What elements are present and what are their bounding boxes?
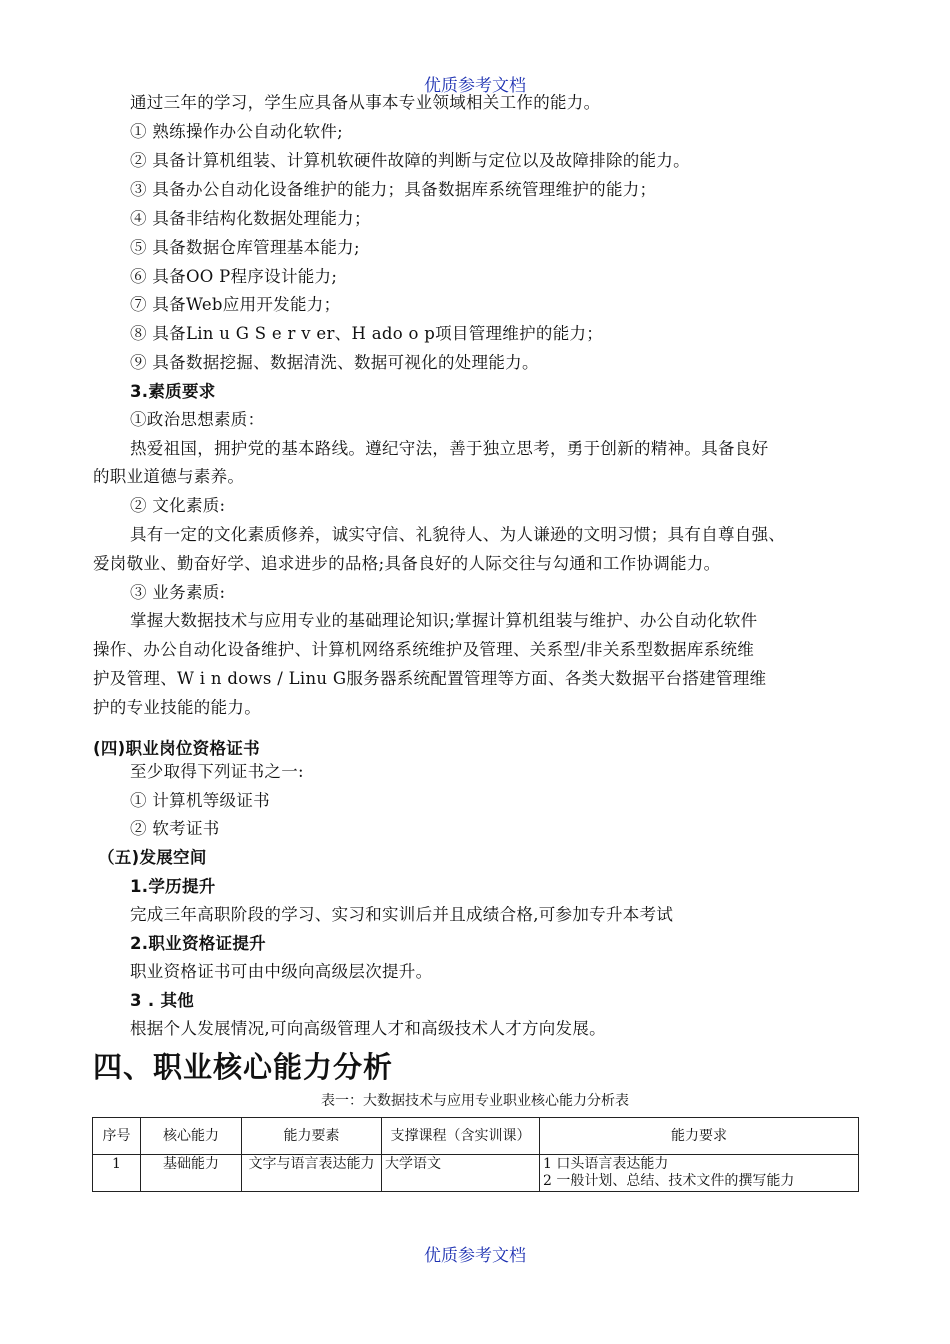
- subheading-certificates: (四)职业岗位资格证书: [93, 739, 260, 758]
- ability-item-3: ③ 具备办公自动化设备维护的能力；具备数据库系统管理维护的能力；: [130, 180, 657, 199]
- quality-culture-label: ② 文化素质:: [130, 496, 226, 515]
- table-row: [93, 1155, 859, 1192]
- col-header-element: 能力要素: [242, 1118, 382, 1155]
- requirement-1: 1 口头语言表达能力: [543, 1156, 669, 1172]
- quality-political-label: ①政治思想素质：: [130, 410, 265, 429]
- col-header-course: 支撑课程（含实训课）: [382, 1118, 540, 1155]
- paragraph-line: 热爱祖国，拥护党的基本路线。遵纪守法，善于独立思考，勇于创新的精神。具备良好: [130, 439, 769, 458]
- subheading-education: 1.学历提升: [130, 877, 216, 896]
- cell-element: 文字与语言表达能力: [242, 1155, 382, 1192]
- ability-table: [92, 1117, 859, 1192]
- paragraph-line: 掌握大数据技术与应用专业的基础理论知识;掌握计算机组装与维护、办公自动化软件: [130, 611, 758, 630]
- paragraph-line: 的职业道德与素养。: [93, 467, 245, 486]
- cell-course: 大学语文: [382, 1155, 540, 1192]
- subheading-qualification: 2.职业资格证提升: [130, 934, 266, 953]
- table-header-row: [93, 1118, 859, 1155]
- ability-item-7: ⑦ 具备Web应用开发能力；: [130, 295, 341, 314]
- paragraph-line: 具有一定的文化素质修养，诚实守信、礼貌待人、为人谦逊的文明习惯；具有自尊自强、: [130, 525, 786, 544]
- table-caption: 表一：大数据技术与应用专业职业核心能力分析表: [321, 1093, 629, 1109]
- cell-no: 1: [93, 1155, 141, 1192]
- certificate-item-1: ① 计算机等级证书: [130, 791, 270, 810]
- cell-requirement: [540, 1155, 859, 1192]
- education-text: 完成三年高职阶段的学习、实习和实训后并且成绩合格,可参加专升本考试: [130, 905, 674, 924]
- section-title: 四、职业核心能力分析: [93, 1050, 394, 1084]
- col-header-core: 核心能力: [141, 1118, 242, 1155]
- intro-line: 通过三年的学习，学生应具备从事本专业领域相关工作的能力。: [130, 93, 601, 112]
- paragraph-line: 护的专业技能的能力。: [93, 698, 261, 717]
- cell-core: 基础能力: [141, 1155, 242, 1192]
- other-text: 根据个人发展情况,可向高级管理人才和高级技术人才方向发展。: [130, 1019, 606, 1038]
- col-header-requirement: 能力要求: [540, 1118, 859, 1155]
- subheading-other: 3 . 其他: [130, 991, 195, 1010]
- certificates-intro: 至少取得下列证书之一:: [130, 762, 304, 781]
- page-header: 优质参考文档: [424, 76, 526, 96]
- ability-item-8: ⑧ 具备Lin u G S e r v er、H ado o p项目管理维护的能力；: [130, 324, 604, 343]
- ability-item-5: ⑤ 具备数据仓库管理基本能力;: [130, 238, 360, 257]
- paragraph-line: 爱岗敬业、勤奋好学、追求进步的品格;具备良好的人际交往与勾通和工作协调能力。: [93, 554, 721, 573]
- ability-item-6: ⑥ 具备OO P程序设计能力;: [130, 267, 338, 286]
- ability-item-9: ⑨ 具备数据挖掘、数据清洗、数据可视化的处理能力。: [130, 353, 539, 372]
- requirement-2: 2 一般计划、总结、技术文件的撰写能力: [543, 1173, 795, 1189]
- subheading-quality: 3.素质要求: [130, 382, 216, 401]
- ability-item-4: ④ 具备非结构化数据处理能力；: [130, 209, 371, 228]
- page-footer: 优质参考文档: [424, 1246, 526, 1266]
- paragraph-line: 护及管理、W i n dows / Linu G服务器系统配置管理等方面、各类大数据平台搭建管理维: [93, 669, 767, 688]
- subheading-development: （五)发展空间: [98, 848, 207, 867]
- qualification-text: 职业资格证书可由中级向高级层次提升。: [130, 962, 433, 981]
- ability-item-1: ① 熟练操作办公自动化软件;: [130, 122, 344, 141]
- certificate-item-2: ② 软考证书: [130, 819, 220, 838]
- quality-business-label: ③ 业务素质:: [130, 583, 226, 602]
- col-header-no: 序号: [93, 1118, 141, 1155]
- ability-item-2: ② 具备计算机组装、计算机软硬件故障的判断与定位以及故障排除的能力。: [130, 151, 690, 170]
- paragraph-line: 操作、办公自动化设备维护、计算机网络系统维护及管理、关系型/非关系型数据库系统维: [93, 640, 755, 659]
